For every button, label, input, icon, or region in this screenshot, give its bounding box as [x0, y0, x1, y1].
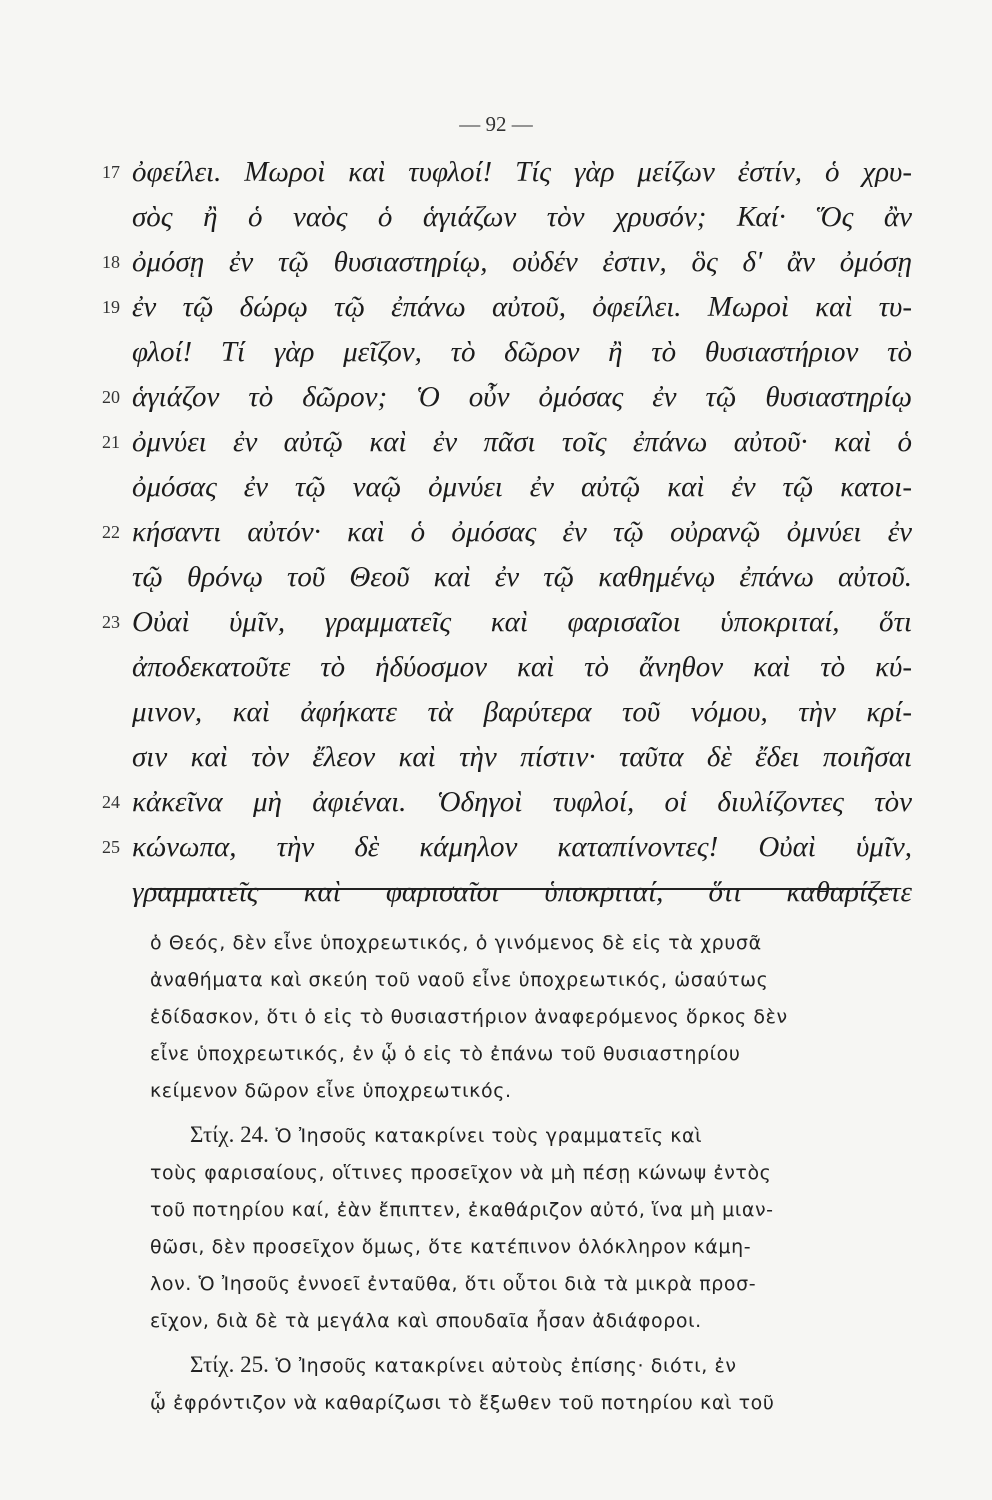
text-line	[132, 690, 912, 735]
text-line	[102, 375, 912, 420]
commentary-line	[150, 1071, 895, 1108]
commentary-line	[150, 1346, 895, 1383]
text-line	[132, 195, 912, 240]
commentary-text: εῖχον, διὰ δὲ τὰ μεγάλα καὶ σπουδαῖα ἦσαν ἀδιάφοροι.	[150, 1310, 702, 1332]
commentary-line	[150, 1116, 895, 1153]
text-line	[132, 330, 912, 375]
commentary-text: ὁ Θεός, δὲν εἶνε ὑποχρεωτικός, ὁ γινόμενος δὲ εἰς τὰ χρυσᾶ	[150, 932, 762, 954]
line-text: σὸς ἢ ὁ ναὸς ὁ ἁγιάζων τὸν χρυσόν; Καί· Ὅς ἂν	[132, 201, 912, 233]
verse-number: 20	[102, 387, 120, 407]
text-line	[102, 780, 912, 825]
commentary-line	[150, 923, 895, 960]
line-text: κώνωπα, τὴν δὲ κάμηλον καταπίνοντες! Οὐαὶ ὑμῖν,	[132, 831, 912, 863]
commentary-text: Ὁ Ἰησοῦς κατακρίνει τοὺς γραμματεῖς καὶ	[268, 1125, 703, 1147]
footnote-divider	[150, 888, 892, 890]
text-line	[102, 420, 912, 465]
commentary-text: τοῦ ποτηρίου καί, ἐὰν ἔπιπτεν, ἐκαθάριζον αὐτό, ἵνα μὴ μιαν-	[150, 1199, 774, 1221]
line-text: ἐν τῷ δώρῳ τῷ ἐπάνω αὐτοῦ, ὀφείλει. Μωροὶ καὶ τυ-	[132, 291, 912, 323]
commentary-text: κείμενον δῶρον εἶνε ὑποχρεωτικός.	[150, 1080, 512, 1102]
text-line	[132, 465, 912, 510]
line-text: σιν καὶ τὸν ἔλεον καὶ τὴν πίστιν· ταῦτα δὲ ἔδει ποιῆσαι	[132, 741, 912, 773]
verse-number: 22	[102, 522, 120, 542]
text-line	[132, 735, 912, 780]
verse-number: 23	[102, 612, 120, 632]
commentary-line	[150, 1153, 895, 1190]
text-line	[102, 240, 912, 285]
text-line	[102, 510, 912, 555]
verse-number: 24	[102, 792, 120, 812]
commentary-line	[150, 1264, 895, 1301]
commentary-text: τοὺς φαρισαίους, οἵτινες προσεῖχον νὰ μὴ πέσῃ κώνωψ ἐντὸς	[150, 1162, 772, 1184]
line-text: τῷ θρόνῳ τοῦ Θεοῦ καὶ ἐν τῷ καθημένῳ ἐπάνω αὐτοῦ.	[132, 561, 912, 593]
commentary-block	[150, 923, 895, 1420]
commentary-line	[150, 1301, 895, 1338]
commentary-line	[150, 1383, 895, 1420]
commentary-line	[150, 1034, 895, 1071]
line-text: ὀμνύει ἐν αὐτῷ καὶ ἐν πᾶσι τοῖς ἐπάνω αὐτοῦ· καὶ ὁ	[132, 426, 912, 458]
verse-number: 21	[102, 432, 120, 452]
line-text: κήσαντι αὐτόν· καὶ ὁ ὀμόσας ἐν τῷ οὐρανῷ ὀμνύει ἐν	[132, 516, 912, 548]
commentary-text: εἶνε ὑποχρεωτικός, ἐν ᾧ ὁ εἰς τὸ ἐπάνω τοῦ θυσιαστηρίου	[150, 1043, 741, 1065]
verse-number: 17	[102, 162, 120, 182]
line-text: κἀκεῖνα μὴ ἀφιέναι. Ὁδηγοὶ τυφλοί, οἱ διυλίζοντες τὸν	[132, 786, 912, 818]
commentary-text: ἐδίδασκον, ὅτι ὁ εἰς τὸ θυσιαστήριον ἀναφερόμενος ὅρκος δὲν	[150, 1006, 788, 1028]
line-text: φλοί! Τί γὰρ μεῖζον, τὸ δῶρον ἢ τὸ θυσιαστήριον τὸ	[132, 336, 912, 368]
commentary-line	[150, 960, 895, 997]
page-number: — 92 —	[459, 112, 533, 136]
text-line	[102, 285, 912, 330]
line-text: ὀφείλει. Μωροὶ καὶ τυφλοί! Τίς γὰρ μείζων ἐστίν, ὁ χρυ-	[132, 156, 912, 188]
commentary-text: Ὁ Ἰησοῦς κατακρίνει αὐτοὺς ἐπίσης· διότι, ἐν	[268, 1355, 737, 1377]
commentary-line	[150, 1190, 895, 1227]
text-line	[132, 870, 912, 915]
line-text: ὀμόσῃ ἐν τῷ θυσιαστηρίῳ, οὐδέν ἐστιν, ὃς δ' ἂν ὀμόσῃ	[132, 246, 912, 278]
line-text: μινον, καὶ ἀφήκατε τὰ βαρύτερα τοῦ νόμου, τὴν κρί-	[132, 696, 912, 728]
text-line	[102, 825, 912, 870]
line-text: ἀποδεκατοῦτε τὸ ἡδύοσμον καὶ τὸ ἄνηθον καὶ τὸ κύ-	[132, 651, 912, 683]
commentary-line	[150, 1227, 895, 1264]
commentary-text: θῶσι, δὲν προσεῖχον ὅμως, ὅτε κατέπινον ὁλόκληρον κάμη-	[150, 1236, 752, 1258]
text-line	[132, 645, 912, 690]
text-line	[102, 150, 912, 195]
line-text: γραμματεῖς καὶ φαρισαῖοι ὑποκριταί, ὅτι καθαρίζετε	[132, 876, 912, 908]
verse-number: 25	[102, 837, 120, 857]
line-text: ὀμόσας ἐν τῷ ναῷ ὀμνύει ἐν αὐτῷ καὶ ἐν τῷ κατοι-	[132, 471, 912, 503]
line-text: ἁγιάζον τὸ δῶρον; Ὁ οὖν ὀμόσας ἐν τῷ θυσιαστηρίῳ	[132, 381, 912, 413]
text-line	[102, 600, 912, 645]
line-text: Οὐαὶ ὑμῖν, γραμματεῖς καὶ φαρισαῖοι ὑποκριταί, ὅτι	[132, 606, 912, 638]
commentary-line	[150, 997, 895, 1034]
verse-number: 19	[102, 297, 120, 317]
commentary-text: ἀναθήματα καὶ σκεύη τοῦ ναοῦ εἶνε ὑποχρεωτικός, ὡσαύτως	[150, 969, 769, 991]
verse-reference: Στίχ. 24.	[190, 1122, 269, 1147]
commentary-text: ᾧ ἐφρόντιζον νὰ καθαρίζωσι τὸ ἔξωθεν τοῦ ποτηρίου καὶ τοῦ	[150, 1392, 775, 1414]
verse-number: 18	[102, 252, 120, 272]
commentary-text: λον. Ὁ Ἰησοῦς ἐννοεῖ ἐνταῦθα, ὅτι οὗτοι διὰ τὰ μικρὰ προσ-	[150, 1273, 757, 1295]
main-text-block	[102, 150, 912, 915]
verse-reference: Στίχ. 25.	[190, 1352, 269, 1377]
text-line	[132, 555, 912, 600]
